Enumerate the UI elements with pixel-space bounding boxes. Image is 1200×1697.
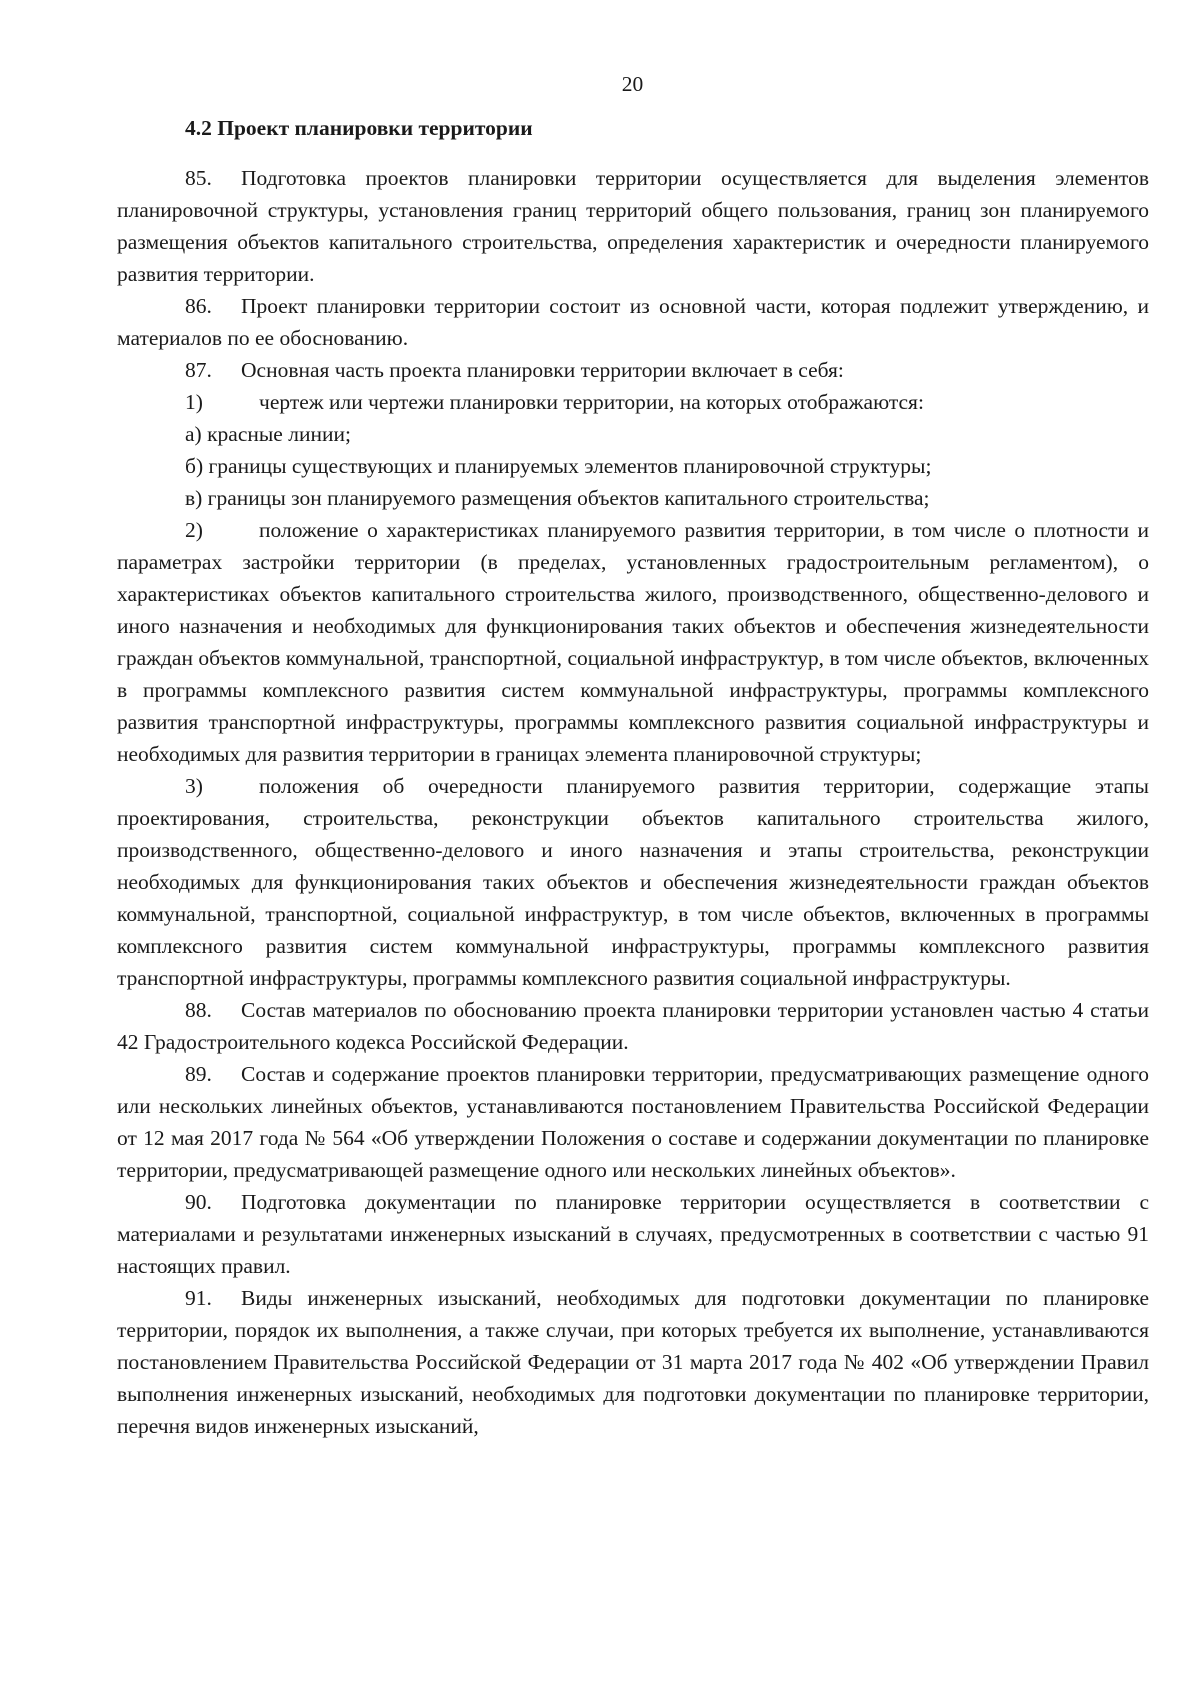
page-number: 20 — [621, 72, 644, 96]
subitem-text: б) границы существующих и планируемых элементов планировочной структуры; — [185, 454, 932, 478]
item-text: чертеж или чертежи планировки территории, на которых отображаются: — [259, 390, 924, 414]
list-item — [117, 514, 1149, 770]
paragraph-list — [117, 162, 1149, 1442]
paragraph-text: Подготовка документации по планировке территории осуществляется в соответствии с материалами и результатами инженерных изысканий в случаях, предусмотренных в соответствии с частью 91 настоящих правил. — [117, 1190, 1149, 1278]
item-text: положения об очередности планируемого развития территории, содержащие этапы проектирования, строительства, реконструкции объектов капитального строительства жилого, производственного, общественно-делового и иного назначения и этапы строительства, реконструкции необходимых для функционирования таких объектов и обеспечения жизнедеятельности граждан объектов коммунальной, транспортной, социальной инфраструктур, в том числе объектов, включенных в программы комплексного развития систем коммунальной инфраструктуры, программы комплексного развития транспортной инфраструктуры, программы комплексного развития социальной инфраструктуры. — [117, 774, 1149, 990]
list-subitem — [117, 418, 1149, 450]
subitem-text: а) красные линии; — [185, 422, 351, 446]
paragraph-text: Подготовка проектов планировки территории осуществляется для выделения элементов планировочной структуры, установления границ территорий общего пользования, границ зон планируемого размещения объектов капитального строительства, определения характеристик и очередности планируемого развития территории. — [117, 166, 1149, 286]
list-item — [117, 770, 1149, 994]
subitem-text: в) границы зон планируемого размещения объектов капитального строительства; — [185, 486, 930, 510]
paragraph-text: Проект планировки территории состоит из основной части, которая подлежит утверждению, и материалов по ее обоснованию. — [117, 294, 1149, 350]
numbered-paragraph — [117, 354, 1149, 386]
list-subitem — [117, 450, 1149, 482]
document-body — [117, 112, 1149, 1442]
list-subitem — [117, 482, 1149, 514]
numbered-paragraph — [117, 1282, 1149, 1442]
item-number: 2) — [185, 518, 203, 542]
paragraph-number: 87. — [185, 358, 212, 382]
item-number: 1) — [185, 390, 203, 414]
numbered-paragraph — [117, 1186, 1149, 1282]
paragraph-number: 90. — [185, 1190, 212, 1214]
section-heading: 4.2 Проект планировки территории — [185, 116, 533, 140]
paragraph-number: 86. — [185, 294, 212, 318]
paragraph-text: Состав материалов по обоснованию проекта планировки территории установлен частью 4 статьи 42 Градостроительного кодекса Российской Федерации. — [117, 998, 1149, 1054]
paragraph-text: Состав и содержание проектов планировки территории, предусматривающих размещение одного или нескольких линейных объектов, устанавливаются постановлением Правительства Российской Федерации от 12 мая 2017 года № 564 «Об утверждении Положения о составе и содержании документации по планировке территории, предусматривающей размещение одного или нескольких линейных объектов». — [117, 1062, 1149, 1182]
numbered-paragraph — [117, 162, 1149, 290]
numbered-paragraph — [117, 290, 1149, 354]
numbered-paragraph — [117, 994, 1149, 1058]
paragraph-number: 85. — [185, 166, 212, 190]
item-text: положение о характеристиках планируемого развития территории, в том числе о плотности и параметрах застройки территории (в пределах, установленных градостроительным регламентом), о характеристиках объектов капитального строительства жилого, производственного, общественно-делового и иного назначения и необходимых для функционирования таких объектов и обеспечения жизнедеятельности граждан объектов коммунальной, транспортной, социальной инфраструктур, в том числе объектов, включенных в программы комплексного развития систем коммунальной инфраструктуры, программы комплексного развития транспортной инфраструктуры, программы комплексного развития социальной инфраструктуры и необходимых для развития территории в границах элемента планировочной структуры; — [117, 518, 1149, 766]
paragraph-number: 89. — [185, 1062, 212, 1086]
list-item — [117, 386, 1149, 418]
paragraph-number: 91. — [185, 1286, 212, 1310]
item-number: 3) — [185, 774, 203, 798]
paragraph-text: Основная часть проекта планировки территории включает в себя: — [241, 358, 844, 382]
paragraph-text: Виды инженерных изысканий, необходимых для подготовки документации по планировке территории, порядок их выполнения, а также случаи, при которых требуется их выполнение, устанавливаются постановлением Правительства Российской Федерации от 31 марта 2017 года № 402 «Об утверждении Правил выполнения инженерных изысканий, необходимых для подготовки документации по планировке территории, перечня видов инженерных изысканий, — [117, 1286, 1149, 1438]
paragraph-number: 88. — [185, 998, 212, 1022]
numbered-paragraph — [117, 1058, 1149, 1186]
